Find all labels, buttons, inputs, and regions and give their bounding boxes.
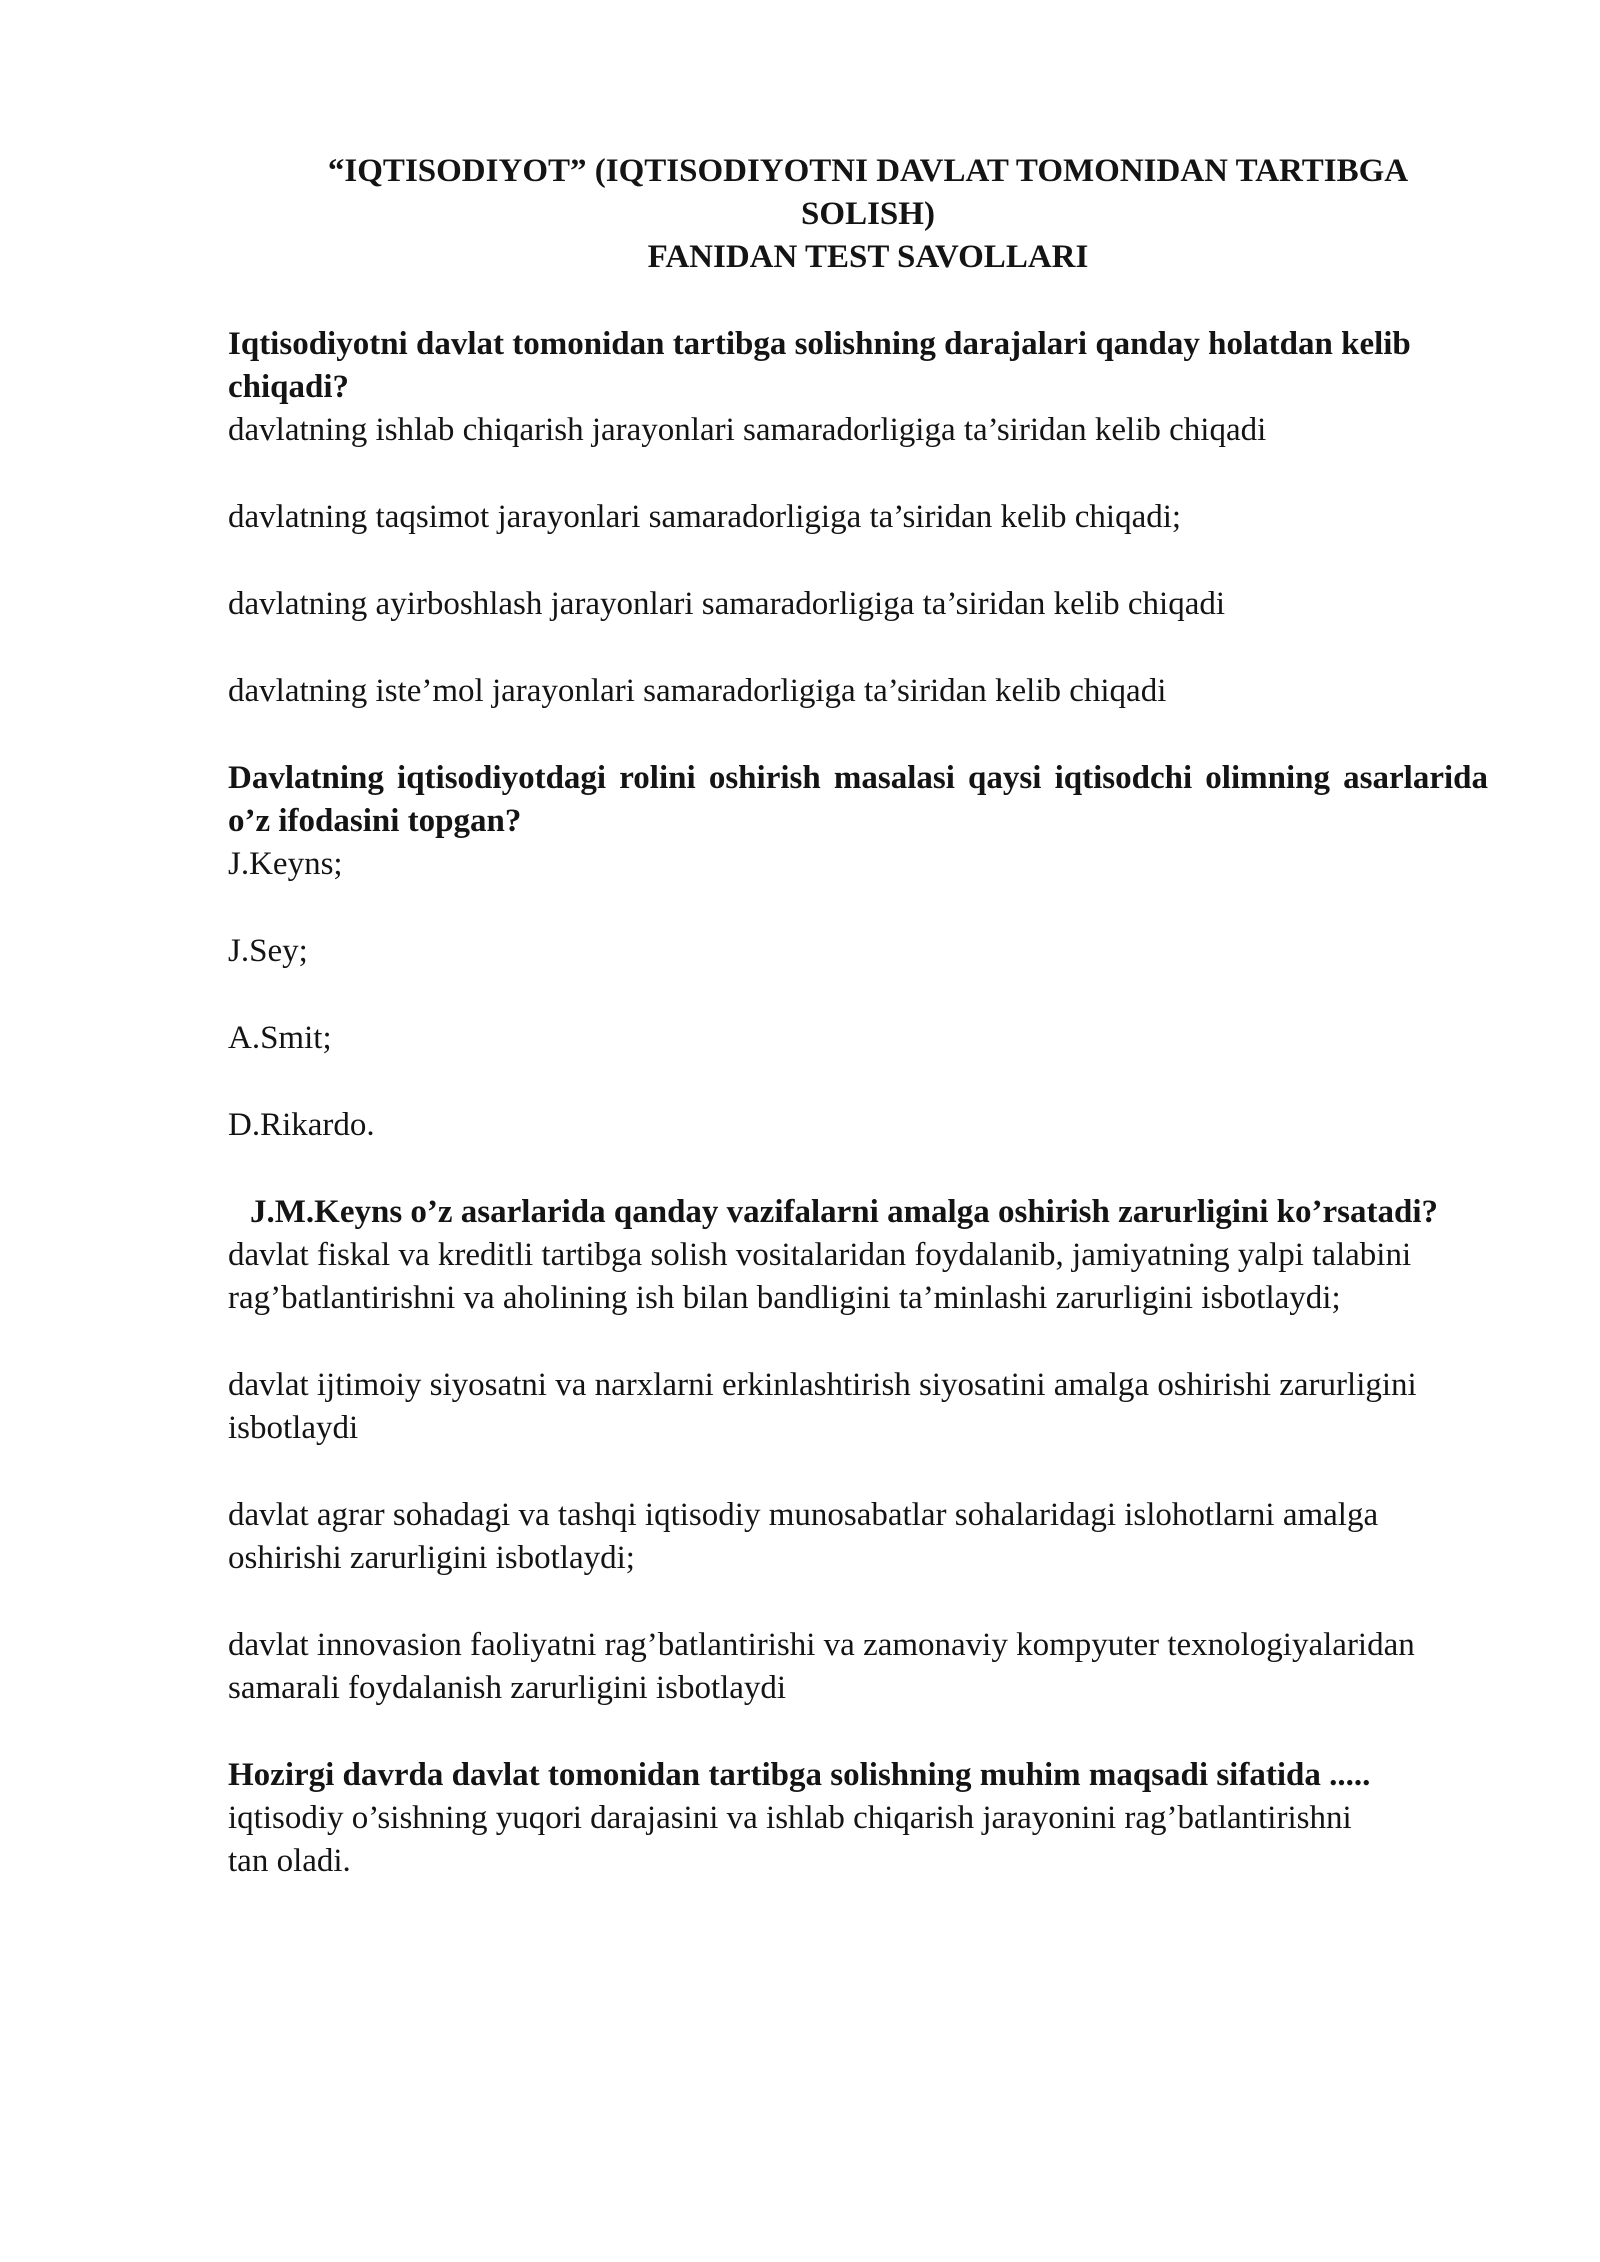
- title-line-2: FANIDAN TEST SAVOLLARI: [647, 239, 1089, 275]
- question-block-2: [228, 757, 1488, 1147]
- answer-option: davlatning iste’mol jarayonlari samaradorligiga ta’siridan kelib chiqadi: [228, 673, 1167, 709]
- answer-option: davlatning taqsimot jarayonlari samaradorligiga ta’siridan kelib chiqadi;: [228, 499, 1182, 535]
- answer-option: davlat ijtimoiy siyosatni va narxlarni erkinlashtirish siyosatini amalga oshirishi zarurligini isbotlaydi: [228, 1367, 1417, 1446]
- answer-option: J.Keyns;: [228, 846, 343, 882]
- document-page: [228, 150, 1488, 1927]
- question-block-1: [228, 323, 1488, 713]
- title-line-1: “IQTISODIYOT” (IQTISODIYOTNI DAVLAT TOMONIDAN TARTIBGA SOLISH): [327, 153, 1409, 232]
- answer-option: iqtisodiy o’sishning yuqori darajasini va ishlab chiqarish jarayonini rag’batlantirishni tan oladi.: [228, 1800, 1352, 1879]
- answer-option: davlat fiskal va kreditli tartibga solish vositalaridan foydalanib, jamiyatning yalpi talabini rag’batlantirishni va aholining ish bilan bandligini ta’minlashi zarurligini isbotlaydi;: [228, 1237, 1412, 1316]
- question-block-3: [228, 1191, 1488, 1710]
- answer-option: J.Sey;: [228, 933, 308, 969]
- question-text: Davlatning iqtisodiyotdagi rolini oshirish masalasi qaysi iqtisodchi olimning asarlarida o’z ifodasini topgan?: [228, 760, 1488, 839]
- question-text: Iqtisodiyotni davlat tomonidan tartibga solishning darajalari qanday holatdan kelib chiqadi?: [228, 326, 1411, 405]
- answer-option: A.Smit;: [228, 1020, 332, 1056]
- document-title: [228, 150, 1488, 279]
- question-text: Hozirgi davrda davlat tomonidan tartibga solishning muhim maqsadi sifatida .....: [228, 1757, 1371, 1793]
- answer-option: davlat innovasion faoliyatni rag’batlantirishi va zamonaviy kompyuter texnologiyalaridan samarali foydalanish zarurligini isbotlaydi: [228, 1627, 1415, 1706]
- answer-option: davlatning ayirboshlash jarayonlari samaradorligiga ta’siridan kelib chiqadi: [228, 586, 1226, 622]
- answer-option: D.Rikardo.: [228, 1107, 375, 1143]
- answer-option: davlatning ishlab chiqarish jarayonlari samaradorligiga ta’siridan kelib chiqadi: [228, 412, 1267, 448]
- answer-option: davlat agrar sohadagi va tashqi iqtisodiy munosabatlar sohalaridagi islohotlarni amalga oshirishi zarurligini isbotlaydi;: [228, 1497, 1379, 1576]
- question-text: J.M.Keyns o’z asarlarida qanday vazifalarni amalga oshirish zarurligini ko’rsatadi?: [250, 1194, 1439, 1230]
- question-block-4: [228, 1754, 1488, 1883]
